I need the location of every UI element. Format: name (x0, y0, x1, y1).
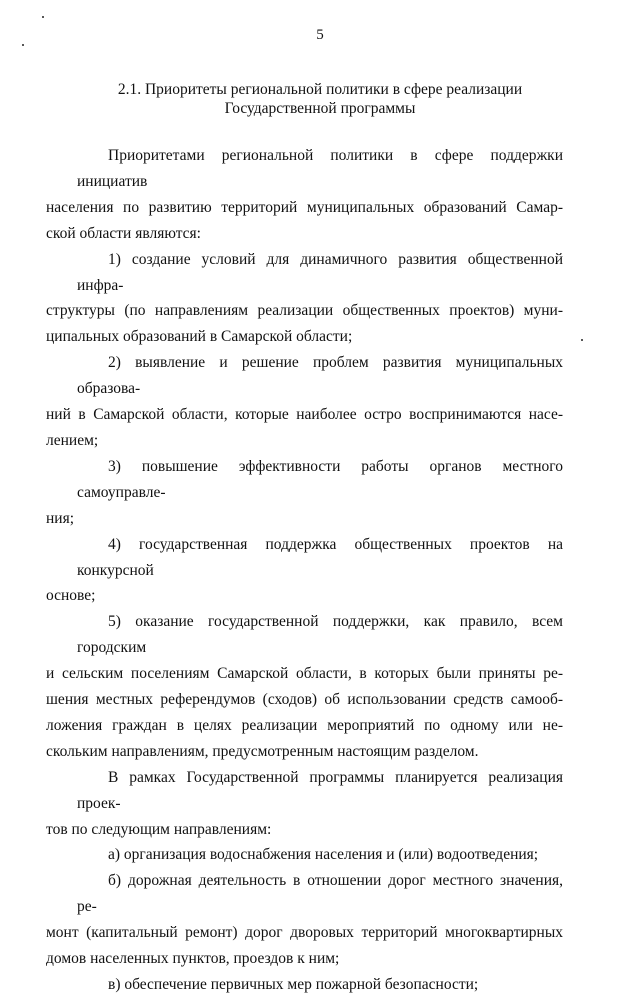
text-line: ния; (46, 509, 75, 527)
paragraph (46, 454, 563, 532)
paragraph (46, 609, 563, 764)
paragraph (77, 972, 563, 998)
text-line: и сельским поселениям Самарской области, в которых были приняты ре- (46, 665, 563, 683)
scan-speck (22, 44, 24, 46)
heading-line: Государственной программы (224, 100, 416, 117)
paragraph (77, 842, 563, 868)
text-line: 3) повышение эффективности работы органов местного самоуправле- (77, 457, 563, 501)
text-line: Приоритетами региональной политики в сфере поддержки инициатив (77, 147, 563, 190)
document-body (46, 143, 563, 998)
text-line: тов по следующим направлениям: (46, 820, 272, 838)
text-line: 5) оказание государственной поддержки, как правило, всем городским (77, 613, 563, 657)
text-line: шения местных референдумов (сходов) об использовании средств самооб- (46, 691, 563, 709)
paragraph (46, 532, 563, 610)
text-line: лением; (46, 431, 99, 449)
text-line: структуры (по направлениям реализации общественных проектов) муни- (46, 302, 563, 320)
text-line: монт (капитальный ремонт) дорог дворовых территорий многоквартирных (46, 924, 563, 942)
text-line: ципальных образований в Самарской области; (46, 328, 353, 346)
text-line: домов населенных пунктов, проездов к ним; (46, 950, 340, 968)
page-number: 5 (316, 27, 324, 43)
text-line: а) организация водоснабжения населения и (или) водоотведения; (108, 846, 539, 864)
text-line: В рамках Государственной программы планируется реализация проек- (77, 768, 563, 812)
text-line: 4) государственная поддержка общественных проектов на конкурсной (77, 535, 563, 579)
text-line: ний в Самарской области, которые наиболее остро воспринимаются насе- (46, 406, 563, 424)
paragraph (46, 350, 563, 454)
section-heading (80, 80, 560, 118)
text-line: основе; (46, 587, 96, 605)
text-line: 1) создание условий для динамичного развития общественной инфра- (77, 250, 563, 294)
scan-speck (581, 339, 583, 341)
paragraph (46, 765, 563, 843)
heading-line: 2.1. Приоритеты региональной политики в сфере реализации (117, 81, 523, 98)
scan-speck (42, 16, 44, 18)
text-line: в) обеспечение первичных мер пожарной безопасности; (108, 976, 479, 993)
paragraph (46, 868, 563, 972)
paragraph (46, 143, 563, 247)
text-line: ложения граждан в целях реализации мероприятий по одному или не- (46, 716, 563, 734)
text-line: ской области являются: (46, 224, 201, 242)
text-line: 2) выявление и решение проблем развития муниципальных образова- (77, 354, 563, 398)
text-line: скольким направлениям, предусмотренным настоящим разделом. (46, 742, 479, 760)
paragraph (46, 247, 563, 351)
text-line: населения по развитию территорий муниципальных образований Самар- (46, 198, 563, 216)
text-line: б) дорожная деятельность в отношении дорог местного значения, ре- (77, 872, 563, 916)
